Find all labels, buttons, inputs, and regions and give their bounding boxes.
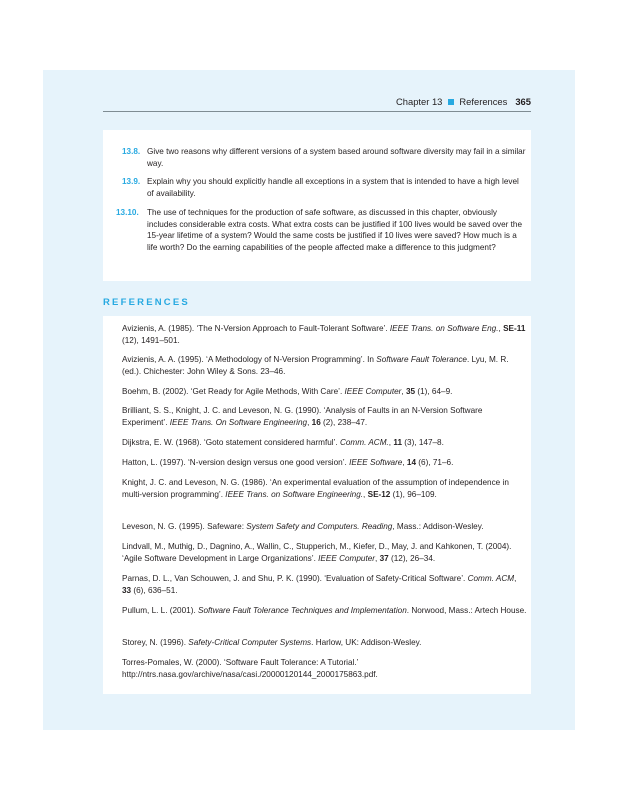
reference-mid: , [401, 387, 406, 396]
reference-title: IEEE Computer [344, 387, 402, 396]
references-box [103, 316, 531, 694]
reference-post: (12), 26–34. [388, 553, 436, 563]
reference-pre: Torres-Pomales, W. (2000). ‘Software Fault Tolerance: A Tutorial.’ http://ntrs.nasa.gov/archive/nasa/casi./20000120144_2000175863.pdf. [122, 658, 378, 679]
reference-title: Safety-Critical Computer Systems [188, 638, 312, 647]
reference-vol: 33 [122, 585, 132, 595]
reference-title: Comm. ACM. [339, 438, 389, 447]
running-header [103, 96, 531, 108]
reference-pre: Avizienis, A. (1985). ‘The N-Version Approach to Fault-Tolerant Software’. [122, 324, 390, 333]
exercise-number: 13.8. [122, 147, 141, 156]
reference-post: (6), 71–6. [416, 458, 454, 467]
reference-vol: 14 [406, 458, 417, 467]
reference-pre: Pullum, L. L. (2001). [122, 606, 198, 615]
page-number: 365 [515, 96, 531, 107]
exercise-number: 13.9. [122, 177, 141, 186]
reference-pre: Lindvall, M., Muthig, D., Dagnino, A., Wallin, C., Stupperich, M., Kiefer, D., May, J. and Kahkonen, T. (2004). ‘Agile Software Development in Large Organizations’. [122, 542, 512, 563]
reference-entry [122, 354, 527, 377]
reference-entry [122, 521, 527, 533]
reference-entry [122, 386, 527, 398]
reference-mid: , [307, 417, 312, 427]
reference-pre: Leveson, N. G. (1995). Safeware: [122, 522, 247, 531]
exercise-text: The use of techniques for the production of safe software, as discussed in this chapter, obviously includes considerable extra costs. What extra costs can be justified if 100 lives would be saved over the 15-year lifetime of a system? Would the same costs be justified if 10 lives were saved? How much is a life worth? Do the earning capabilities of the people affected make a difference to this judgment? [147, 208, 523, 252]
reference-vol: 35 [405, 387, 416, 396]
reference-pre: Parnas, D. L., Van Schouwen, J. and Shu, P. K. (1990). ‘Evaluation of Safety-Critical Software’. [122, 574, 468, 583]
reference-entry [122, 573, 527, 596]
reference-title: IEEE Trans. on Software Eng. [389, 324, 499, 333]
exercise-text: Explain why you should explicitly handle all exceptions in a system that is intended to have a high level of availability. [147, 177, 519, 198]
reference-post: (6), 636–51. [131, 585, 178, 595]
reference-mid: . Harlow, UK: Addison-Wesley. [311, 638, 422, 647]
header-divider [103, 111, 531, 112]
reference-title: System Safety and Computers. Reading [246, 522, 393, 531]
reference-pre: Knight, J. C. and Leveson, N. G. (1986). ‘An experimental evaluation of the assumption of independence in multi-version programming’. [122, 478, 509, 499]
reference-pre: Boehm, B. (2002). ‘Get Ready for Agile Methods, With Care’. [122, 387, 345, 396]
reference-entry [122, 541, 527, 564]
reference-post: (1), 64–9. [415, 387, 453, 396]
reference-title: IEEE Trans. On Software Engineering [169, 417, 308, 427]
reference-entry [122, 605, 527, 617]
reference-pre: Brilliant, S. S., Knight, J. C. and Leveson, N. G. (1990). ‘Analysis of Faults in an N-Version Software Experiment’. [122, 406, 483, 427]
reference-mid: , [375, 553, 380, 563]
exercise-number: 13.10. [116, 208, 139, 217]
reference-vol: SE-12 [367, 489, 391, 499]
reference-post: (2), 238–47. [320, 417, 368, 427]
reference-vol: 11 [393, 438, 403, 447]
separator-square-icon [448, 99, 454, 105]
reference-title: Comm. ACM [467, 574, 515, 583]
reference-title: IEEE Software [349, 458, 403, 467]
reference-pre: Avizienis, A. A. (1995). ‘A Methodology of N-Version Programming’. In [122, 355, 377, 364]
chapter-label: Chapter 13 [396, 96, 443, 107]
reference-mid: , [514, 574, 517, 583]
reference-entry [122, 323, 527, 346]
reference-mid: , [363, 489, 368, 499]
reference-entry [122, 477, 527, 500]
reference-title: Software Fault Tolerance Techniques and Implementation [198, 606, 407, 615]
reference-vol: SE-11 [503, 324, 526, 333]
reference-title: Software Fault Tolerance [376, 355, 467, 364]
reference-entry [122, 457, 527, 469]
references-heading: REFERENCES [103, 297, 190, 308]
reference-mid: . Lyu, M. R. (ed.). Chichester: John Wiley & Sons. 23–46. [122, 355, 509, 376]
reference-post: (12), 1491–501. [122, 335, 180, 345]
reference-pre: Hatton, L. (1997). ‘N-version design versus one good version’. [122, 458, 350, 467]
reference-title: IEEE Computer [318, 553, 376, 563]
reference-entry [122, 637, 527, 649]
reference-entry [122, 437, 527, 449]
reference-post: (3), 147–8. [402, 438, 444, 447]
exercise-text: Give two reasons why different versions of a system based around software diversity may fail in a similar way. [147, 147, 526, 168]
reference-vol: 16 [311, 417, 321, 427]
reference-pre: Dijkstra, E. W. (1968). ‘Goto statement considered harmful’. [122, 438, 340, 447]
reference-entry [122, 657, 527, 680]
reference-mid: . Norwood, Mass.: Artech House. [406, 606, 527, 615]
reference-title: IEEE Trans. on Software Engineering. [225, 489, 364, 499]
reference-pre: Storey, N. (1996). [122, 638, 189, 647]
reference-mid: , [498, 324, 504, 333]
reference-post: (1), 96–109. [390, 489, 437, 499]
section-label: References [459, 96, 508, 107]
exercise-box [103, 130, 531, 281]
reference-entry [122, 405, 527, 428]
reference-mid: , Mass.: Addison-Wesley. [392, 522, 484, 531]
reference-vol: 37 [379, 553, 389, 563]
reference-mid: , [402, 458, 407, 467]
reference-mid: , [388, 438, 394, 447]
